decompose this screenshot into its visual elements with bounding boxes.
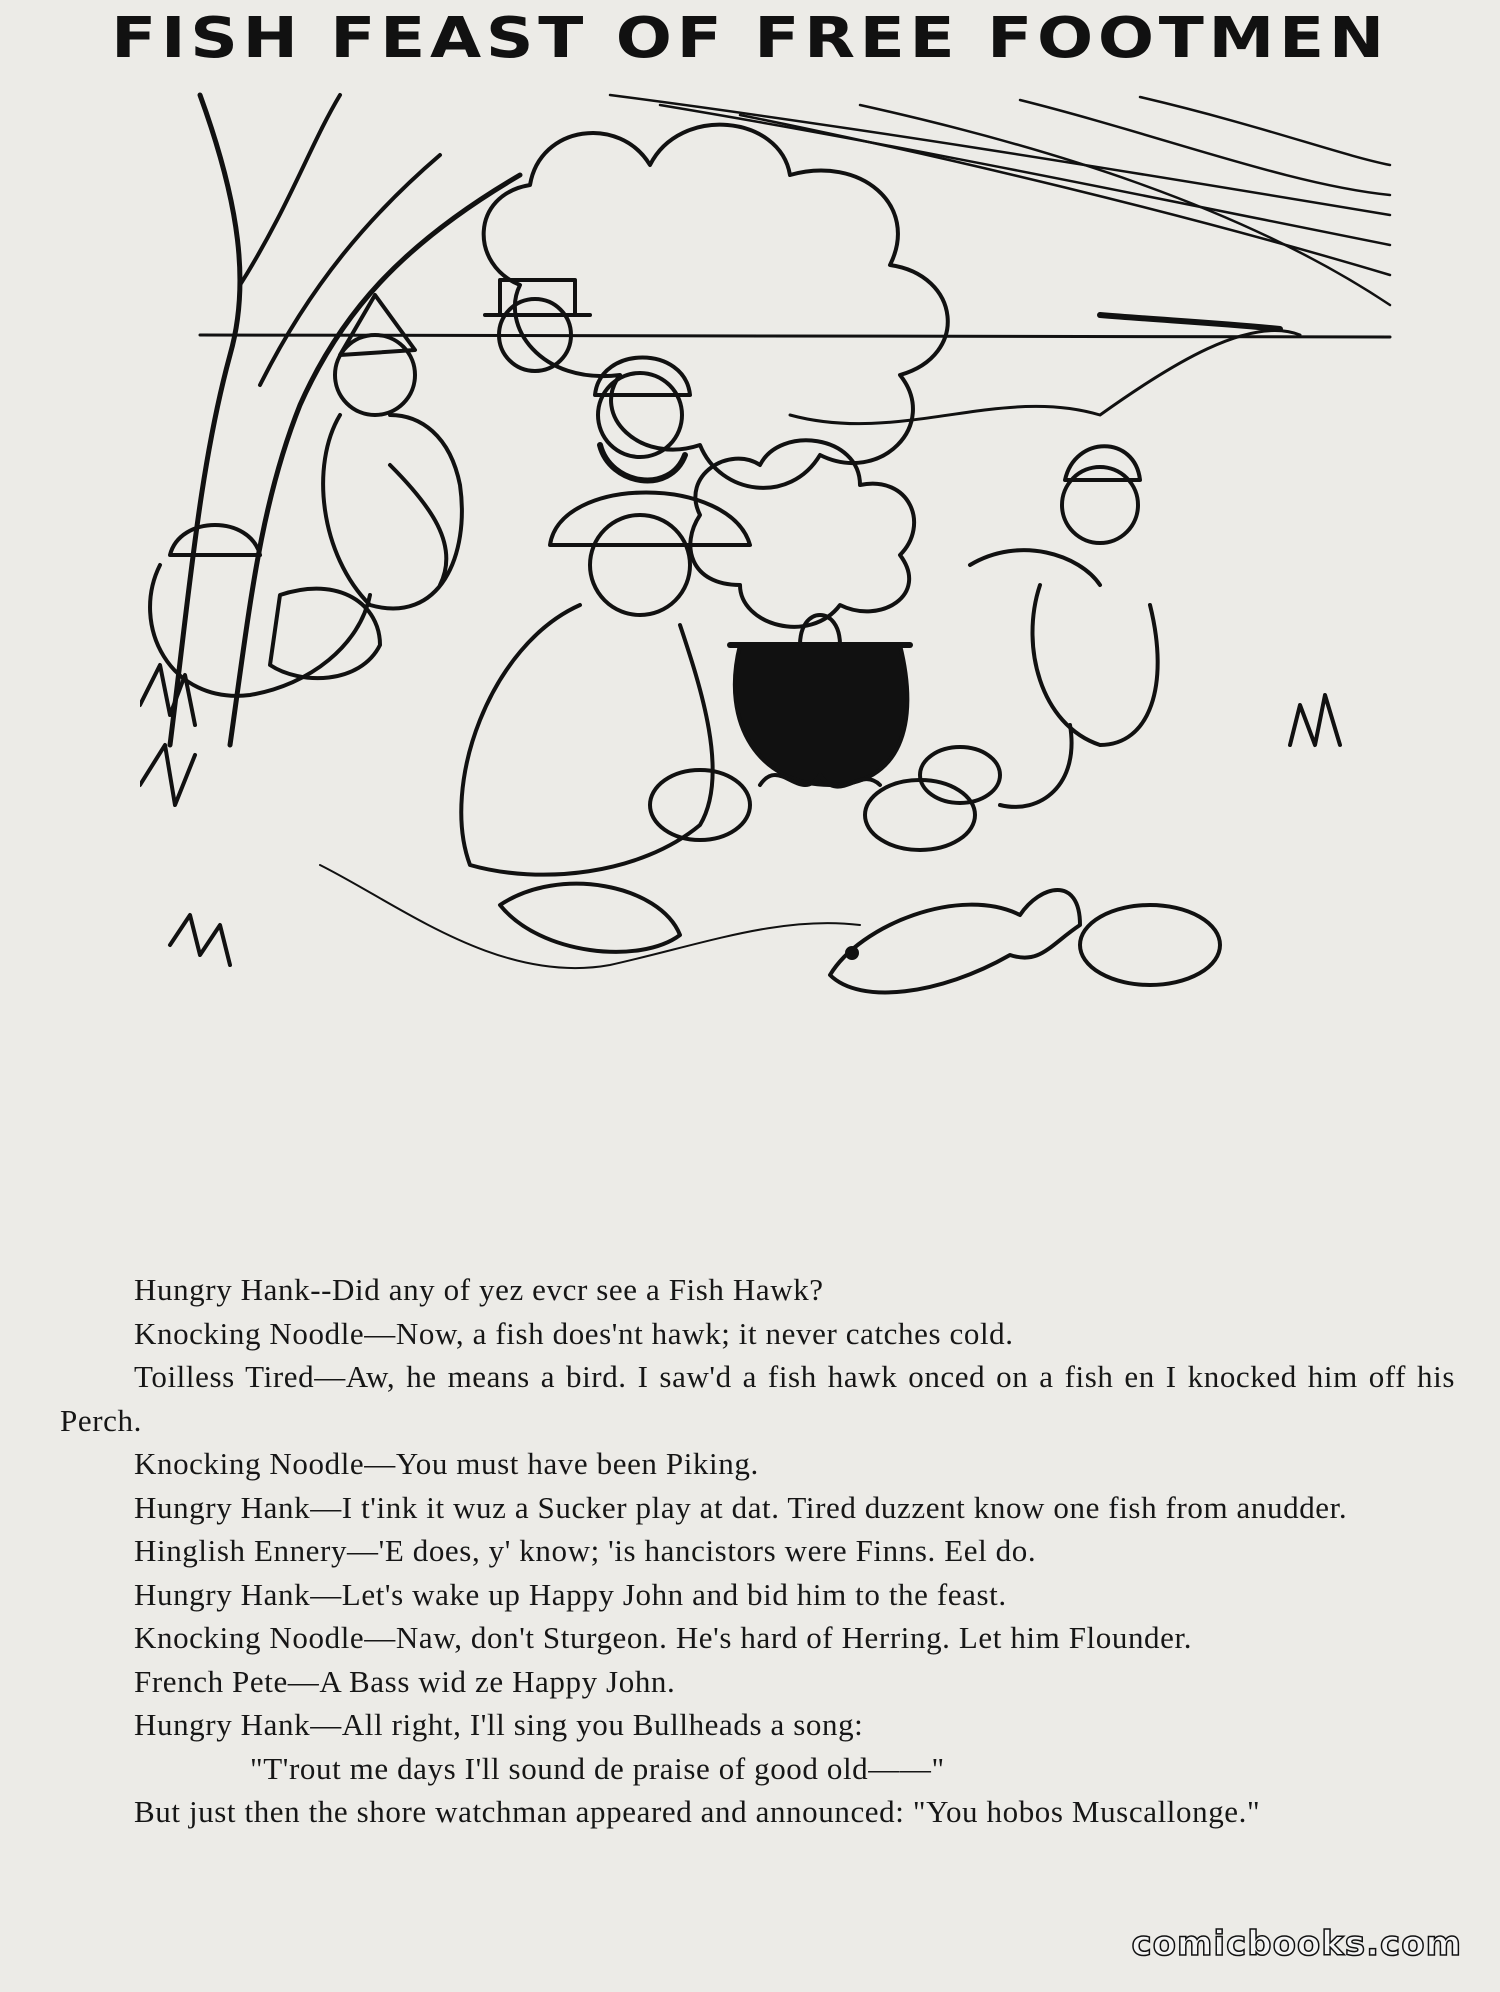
dialogue-line: Hinglish Ennery—'E does, y' know; 'is hancistors were Finns. Eel do.	[134, 1533, 1037, 1568]
dialogue-text	[60, 1268, 1455, 1834]
dialogue-line: Hungry Hank--Did any of yez evcr see a Fish Hawk?	[134, 1272, 824, 1307]
page-title: FISH FEAST OF FREE FOOTMEN	[111, 6, 1389, 71]
song-line: "T'rout me days I'll sound de praise of good old——"	[250, 1750, 945, 1786]
dialogue-line: Toilless Tired—Aw, he means a bird. I saw'd a fish hawk onced on a fish en I knocked him off his Perch.	[60, 1359, 1455, 1438]
site-watermark: comicbooks.com	[1131, 1924, 1462, 1964]
closing-paragraph: But just then the shore watchman appeared and announced: "You hobos Muscallonge."	[134, 1794, 1261, 1829]
dialogue-line: Knocking Noodle—Now, a fish does'nt hawk; it never catches cold.	[134, 1315, 1014, 1351]
dialogue-line: Hungry Hank—I t'ink it wuz a Sucker play at dat. Tired duzzent know one fish from anudder.	[134, 1489, 1348, 1525]
dialogue-line: French Pete—A Bass wid ze Happy John.	[134, 1663, 676, 1699]
dialogue-line: Knocking Noodle—Naw, don't Sturgeon. He's hard of Herring. Let him Flounder.	[134, 1620, 1193, 1655]
comic-illustration	[140, 85, 1410, 1215]
dialogue-line: Knocking Noodle—You must have been Piking.	[134, 1446, 759, 1481]
hobos-fish-feast-illustration	[140, 85, 1410, 1215]
dialogue-line: Hungry Hank—All right, I'll sing you Bullheads a song:	[134, 1707, 864, 1742]
dialogue-line: Hungry Hank—Let's wake up Happy John and bid him to the feast.	[134, 1576, 1007, 1612]
